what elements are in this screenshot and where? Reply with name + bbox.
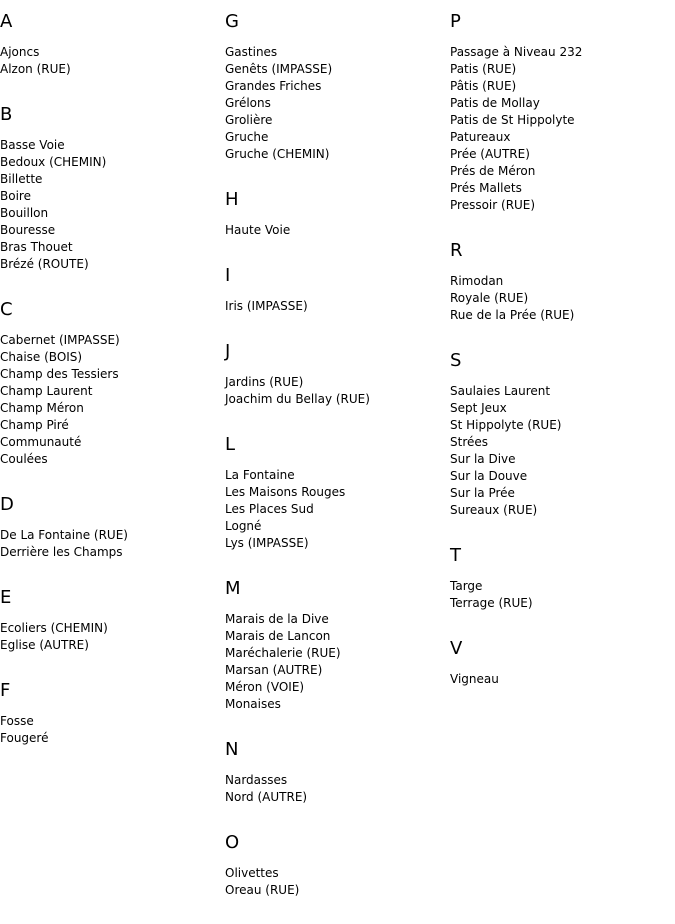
street-list-item: Olivettes xyxy=(225,866,279,880)
letter-section xyxy=(225,831,445,899)
street-list-item: Maréchalerie (RUE) xyxy=(225,646,341,660)
street-list-item: Brézé (ROUTE) xyxy=(0,257,89,271)
street-list xyxy=(450,44,670,214)
letter-section xyxy=(450,239,670,324)
street-list-item: Patureaux xyxy=(450,130,511,144)
street-list-item: Méron (VOIE) xyxy=(225,680,305,694)
street-list-item: Grélons xyxy=(225,96,271,110)
street-list-item: Patis de St Hippolyte xyxy=(450,113,575,127)
street-list-item: Grandes Friches xyxy=(225,79,322,93)
street-list-item: Grolière xyxy=(225,113,273,127)
street-list-item: Eglise (AUTRE) xyxy=(0,638,89,652)
letter-section xyxy=(225,340,445,408)
street-list-item: Fougeré xyxy=(0,731,49,745)
section-letter-heading: P xyxy=(450,11,461,32)
street-list-item: Ajoncs xyxy=(0,45,40,59)
street-list-item: Monaises xyxy=(225,697,281,711)
street-list xyxy=(450,273,670,324)
street-list-item: Chaise (BOIS) xyxy=(0,350,83,364)
letter-section xyxy=(0,493,220,561)
section-letter-heading: H xyxy=(225,189,239,210)
street-list-item: Royale (RUE) xyxy=(450,291,529,305)
street-index-column-3 xyxy=(450,10,670,713)
street-list-item: Oreau (RUE) xyxy=(225,883,300,897)
street-list-item: Coulées xyxy=(0,452,48,466)
street-list-item: Champ des Tessiers xyxy=(0,367,119,381)
street-list-item: Nardasses xyxy=(225,773,288,787)
section-letter-heading: S xyxy=(450,350,462,371)
letter-section xyxy=(450,349,670,519)
letter-section xyxy=(225,433,445,552)
street-list-item: Sur la Prée xyxy=(450,486,515,500)
street-list-item: Les Maisons Rouges xyxy=(225,485,346,499)
street-list-item: Saulaies Laurent xyxy=(450,384,551,398)
street-list-item: Billette xyxy=(0,172,43,186)
street-list-item: Rue de la Prée (RUE) xyxy=(450,308,575,322)
street-list-item: Targe xyxy=(450,579,483,593)
street-list-item: Les Places Sud xyxy=(225,502,314,516)
street-list xyxy=(225,611,445,713)
section-letter-heading: V xyxy=(450,638,463,659)
section-letter-heading: J xyxy=(225,341,231,362)
street-list-item: Jardins (RUE) xyxy=(225,375,304,389)
street-list-item: Patis de Mollay xyxy=(450,96,540,110)
letter-section xyxy=(0,586,220,654)
letter-section xyxy=(0,10,220,78)
street-list-item: Patis (RUE) xyxy=(450,62,517,76)
section-letter-heading: E xyxy=(0,587,12,608)
letter-section xyxy=(225,188,445,239)
street-list-item: Nord (AUTRE) xyxy=(225,790,308,804)
letter-section xyxy=(450,10,670,214)
street-list xyxy=(225,374,445,408)
section-letter-heading: C xyxy=(0,299,13,320)
street-list-item: Haute Voie xyxy=(225,223,291,237)
street-list xyxy=(0,527,220,561)
street-index-column-1 xyxy=(0,10,220,772)
section-letter-heading: T xyxy=(450,545,461,566)
section-letter-heading: G xyxy=(225,11,239,32)
street-list-item: Prés Mallets xyxy=(450,181,522,195)
letter-section xyxy=(225,577,445,713)
letter-section xyxy=(225,10,445,163)
street-list-item: Bouillon xyxy=(0,206,49,220)
street-list-item: Cabernet (IMPASSE) xyxy=(0,333,120,347)
letter-section xyxy=(450,637,670,688)
street-list-item: Sureaux (RUE) xyxy=(450,503,538,517)
street-list xyxy=(225,222,445,239)
section-letter-heading: N xyxy=(225,739,239,760)
street-list-item: Vigneau xyxy=(450,672,499,686)
street-list-item: Marais de la Dive xyxy=(225,612,329,626)
street-list-item: Bras Thouet xyxy=(0,240,73,254)
street-list xyxy=(225,772,445,806)
street-list-item: Communauté xyxy=(0,435,82,449)
street-list-item: Bedoux (CHEMIN) xyxy=(0,155,107,169)
street-list-item: Basse Voie xyxy=(0,138,65,152)
street-list-item: Iris (IMPASSE) xyxy=(225,299,308,313)
street-list xyxy=(0,44,220,78)
street-list xyxy=(0,137,220,273)
street-list xyxy=(0,620,220,654)
street-list-item: Champ Laurent xyxy=(0,384,93,398)
street-list-item: Pressoir (RUE) xyxy=(450,198,536,212)
section-letter-heading: D xyxy=(0,494,14,515)
street-list-item: Gruche xyxy=(225,130,269,144)
street-list xyxy=(225,467,445,552)
street-list-item: Boire xyxy=(0,189,31,203)
street-list-item: Alzon (RUE) xyxy=(0,62,71,76)
street-list-item: Rimodan xyxy=(450,274,504,288)
section-letter-heading: B xyxy=(0,104,13,125)
street-list-item: Ecoliers (CHEMIN) xyxy=(0,621,108,635)
street-list-item: Fosse xyxy=(0,714,34,728)
letter-section xyxy=(0,298,220,468)
street-list-item: Genêts (IMPASSE) xyxy=(225,62,333,76)
section-letter-heading: L xyxy=(225,434,236,455)
street-list xyxy=(0,332,220,468)
section-letter-heading: F xyxy=(0,680,11,701)
street-list xyxy=(0,713,220,747)
street-list-item: De La Fontaine (RUE) xyxy=(0,528,128,542)
street-index-column-2 xyxy=(225,10,445,924)
letter-section xyxy=(225,264,445,315)
letter-section xyxy=(450,544,670,612)
street-list xyxy=(225,865,445,899)
street-list xyxy=(225,44,445,163)
section-letter-heading: A xyxy=(0,11,13,32)
street-list-item: Joachim du Bellay (RUE) xyxy=(225,392,370,406)
section-letter-heading: I xyxy=(225,265,231,286)
street-list xyxy=(450,578,670,612)
letter-section xyxy=(0,679,220,747)
street-list-item: St Hippolyte (RUE) xyxy=(450,418,562,432)
street-list xyxy=(225,298,445,315)
letter-section xyxy=(225,738,445,806)
street-list-item: Logné xyxy=(225,519,262,533)
street-list xyxy=(450,383,670,519)
street-list-item: Terrage (RUE) xyxy=(450,596,533,610)
street-list-item: Derrière les Champs xyxy=(0,545,123,559)
street-list-item: Sur la Douve xyxy=(450,469,528,483)
street-list-item: Marsan (AUTRE) xyxy=(225,663,323,677)
street-list xyxy=(450,671,670,688)
street-list-item: Prés de Méron xyxy=(450,164,536,178)
street-list-item: Bouresse xyxy=(0,223,56,237)
street-list-item: Gastines xyxy=(225,45,278,59)
street-list-item: Sept Jeux xyxy=(450,401,507,415)
street-list-item: Champ Méron xyxy=(0,401,84,415)
street-list-item: La Fontaine xyxy=(225,468,295,482)
street-list-item: Champ Piré xyxy=(0,418,69,432)
street-list-item: Passage à Niveau 232 xyxy=(450,45,583,59)
section-letter-heading: O xyxy=(225,832,240,853)
street-list-item: Sur la Dive xyxy=(450,452,516,466)
letter-section xyxy=(0,103,220,273)
street-list-item: Strées xyxy=(450,435,489,449)
section-letter-heading: R xyxy=(450,240,463,261)
street-list-item: Prée (AUTRE) xyxy=(450,147,530,161)
street-list-item: Marais de Lancon xyxy=(225,629,331,643)
street-list-item: Gruche (CHEMIN) xyxy=(225,147,330,161)
street-list-item: Pâtis (RUE) xyxy=(450,79,517,93)
section-letter-heading: M xyxy=(225,578,241,599)
street-list-item: Lys (IMPASSE) xyxy=(225,536,309,550)
